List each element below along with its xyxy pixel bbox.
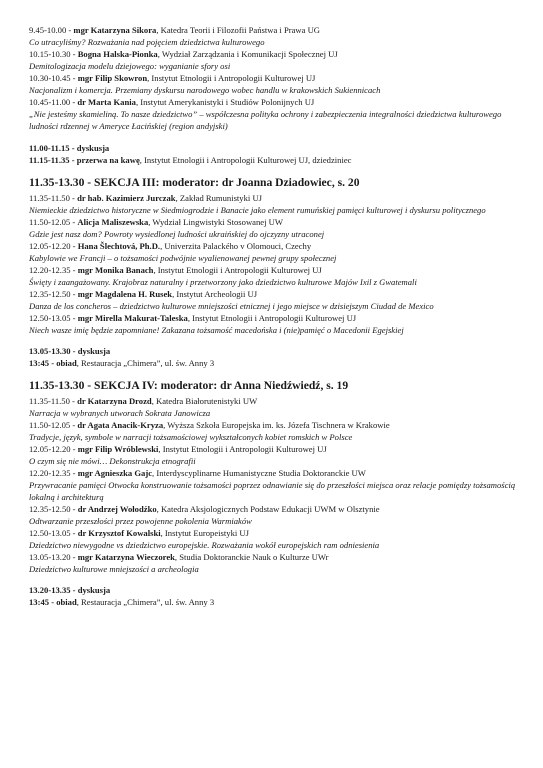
talk-entry xyxy=(29,419,523,431)
talk-time: 12.50-13.05 - xyxy=(29,313,78,323)
section-heading: 11.35-13.30 - SEKCJA III: moderator: dr Joanna Dziadowiec, s. 20 xyxy=(29,176,360,189)
talk-title: Odtwarzanie przeszłości przez powojenne pokolenia Warmiaków xyxy=(29,516,252,526)
talk-speaker: dr hab. Kazimierz Jurczak xyxy=(77,193,176,203)
talk-time: 11.35-11.50 - xyxy=(29,396,78,406)
talk-affiliation: , Wydział Zarządzania i Komunikacji Społecznej UJ xyxy=(157,49,338,59)
lunch-time: 13:45 - obiad xyxy=(29,597,77,607)
talk-affiliation: , Instytut Amerykanistyki i Studiów Polonijnych UJ xyxy=(135,97,315,107)
talk-entry xyxy=(29,503,523,515)
talk-title: Dziedzictwo niewygodne vs dziedzictwo europejskie. Rozważania wokół europejskich ram odniesienia xyxy=(29,540,380,550)
lunch-slot xyxy=(29,596,523,608)
coffee-break-location: , Instytut Etnologii i Antropologii Kulturowej UJ, dziedziniec xyxy=(139,155,352,165)
talk-entry xyxy=(29,216,523,228)
talk-affiliation: , Katedra Białorutenistyki UW xyxy=(151,396,258,406)
talk-affiliation: , Wydział Lingwistyki Stosowanej UW xyxy=(148,217,283,227)
talk-entry xyxy=(29,192,523,204)
talk-affiliation: , Interdyscyplinarne Humanistyczne Studia Doktoranckie UW xyxy=(152,468,366,478)
session-block-1 xyxy=(29,24,523,132)
talk-title: „Nie jesteśmy skamieliną. To nasze dziedzictwo” – współczesna polityka ochrony i zabezpieczenia integralności dziedzictwa kulturowego ludności rdzennej w Ameryce Łacińskiej (region andyjski) xyxy=(29,109,502,131)
talk-title: Przywracanie pamięci Otwocka konstruowanie tożsamości poprzez odnawianie się do przeszłości miejsca oraz relacje pomiędzy tożsamością lokalną i architekturą xyxy=(29,480,516,502)
coffee-break-time: 11.15-11.35 - przerwa na kawę xyxy=(29,155,140,165)
talk-entry xyxy=(29,443,523,455)
section-heading: 11.35-13.30 - SEKCJA IV: moderator: dr Anna Niedźwiedź, s. 19 xyxy=(29,379,349,392)
talk-speaker: mgr Filip Skowron xyxy=(77,73,148,83)
talk-affiliation: , Zakład Rumunistyki UJ xyxy=(175,193,262,203)
talk-affiliation: , Wyższa Szkoła Europejska im. ks. Józefa Tischnera w Krakowie xyxy=(163,420,390,430)
talk-time: 11.35-11.50 - xyxy=(29,193,78,203)
talk-time: 12.50-13.05 - xyxy=(29,528,78,538)
lunch-location: , Restauracja „Chimera”, ul. św. Anny 3 xyxy=(76,597,215,607)
talk-affiliation: , Katedra Aksjologicznych Podstaw Edukacji UWM w Olsztynie xyxy=(156,504,380,514)
talk-title: Nacjonalizm i komercja. Przemiany dyskursu narodowego wobec handlu w krakowskich Sukiennicach xyxy=(29,85,381,95)
talk-affiliation: , Univerzita Palackého v Olomouci, Czechy xyxy=(160,241,312,251)
talk-speaker: mgr Filip Wróblewski xyxy=(77,444,159,454)
talk-speaker: dr Katarzyna Drozd xyxy=(77,396,152,406)
lunch-slot xyxy=(29,357,523,369)
talk-speaker: mgr Agnieszka Gajc xyxy=(77,468,153,478)
discussion-slot: 13.20-13.35 - dyskusja xyxy=(29,585,111,595)
section-3-talks xyxy=(29,192,523,336)
talk-time: 12.05-12.20 - xyxy=(29,241,78,251)
talk-speaker: mgr Katarzyna Sikora xyxy=(73,25,157,35)
talk-speaker: Alicja Maliszewska xyxy=(77,217,149,227)
talk-affiliation: , Katedra Teorii i Filozofii Państwa i Prawa UG xyxy=(156,25,321,35)
talk-speaker: mgr Mirella Makurat-Taleska xyxy=(77,313,188,323)
talk-title: Gdzie jest nasz dom? Powroty wysiedlonej ludności ukraińskiej do ojczyzny utraconej xyxy=(29,229,325,239)
lunch-location: , Restauracja „Chimera”, ul. św. Anny 3 xyxy=(76,358,215,368)
talk-time: 11.50-12.05 - xyxy=(29,217,78,227)
talk-speaker: dr Krzysztof Kowalski xyxy=(77,528,161,538)
discussion-slot: 13.05-13.30 - dyskusja xyxy=(29,346,111,356)
talk-speaker: mgr Katarzyna Wieczorek xyxy=(77,552,175,562)
lunch-time: 13:45 - obiad xyxy=(29,358,77,368)
talk-title: Dziedzictwo kulturowe mniejszości a archeologia xyxy=(29,564,199,574)
talk-title: Narracja w wybranych utworach Sokrata Janowicza xyxy=(29,408,211,418)
talk-time: 12.35-12.50 - xyxy=(29,289,78,299)
talk-entry xyxy=(29,264,523,276)
talk-entry xyxy=(29,24,523,36)
talk-time: 10.30-10.45 - xyxy=(29,73,78,83)
talk-affiliation: , Studia Doktoranckie Nauk o Kulturze UWr xyxy=(174,552,329,562)
talk-entry xyxy=(29,96,523,108)
talk-speaker: Hana Šlechtová, Ph.D. xyxy=(77,241,161,251)
talk-entry xyxy=(29,467,523,479)
talk-affiliation: , Instytut Etnologii i Antropologii Kulturowej UJ xyxy=(153,265,322,275)
talk-speaker: dr Marta Kania xyxy=(77,97,136,107)
talk-title: Danza de los concheros – dziedzictwo kulturowe mniejszości etnicznej i jego miejsce w dzisiejszym Ciudad de Mexico xyxy=(29,301,434,311)
talk-title: Demitologizacja modelu dziejowego: wyganianie sfory osi xyxy=(29,61,231,71)
talk-title: Święty i zaangażowany. Krajobraz naturalny i przetworzony jako dziedzictwo kulturowe Majów Ixil z Gwatemali xyxy=(29,277,417,287)
talk-title: Co utracyliśmy? Rozważania nad pojęciem dziedzictwa kulturowego xyxy=(29,37,265,47)
coffee-break xyxy=(29,154,523,166)
talk-time: 12.35-12.50 - xyxy=(29,504,78,514)
talk-entry xyxy=(29,395,523,407)
talk-time: 13.05-13.20 - xyxy=(29,552,78,562)
talk-time: 10.15-10.30 - xyxy=(29,49,78,59)
talk-time: 9.45-10.00 - xyxy=(29,25,74,35)
talk-time: 12.20-12.35 - xyxy=(29,468,78,478)
talk-speaker: Bogna Halska-Pionka xyxy=(77,49,158,59)
talk-entry xyxy=(29,312,523,324)
talk-affiliation: , Instytut Europeistyki UJ xyxy=(160,528,249,538)
talk-time: 10.45-11.00 - xyxy=(29,97,78,107)
talk-entry xyxy=(29,527,523,539)
talk-speaker: dr Andrzej Wołodźko xyxy=(77,504,157,514)
talk-time: 11.50-12.05 - xyxy=(29,420,78,430)
section-4-talks xyxy=(29,395,523,575)
talk-title: Tradycje, język, symbole w narracji tożsamościowej wykształconych kobiet romskich w Polsce xyxy=(29,432,353,442)
talk-title: O czym się nie mówi… Dekonstrukcja etnografii xyxy=(29,456,196,466)
talk-affiliation: , Instytut Etnologii i Antropologii Kulturowej UJ xyxy=(187,313,357,323)
talk-affiliation: , Instytut Archeologii UJ xyxy=(172,289,258,299)
talk-speaker: mgr Monika Banach xyxy=(77,265,154,275)
talk-affiliation: , Instytut Etnologii i Antropologii Kulturowej UJ xyxy=(147,73,316,83)
talk-entry xyxy=(29,48,523,60)
talk-entry xyxy=(29,551,523,563)
talk-entry xyxy=(29,288,523,300)
talk-title: Niech wasze imię będzie zapomniane! Zakazana tożsamość macedońska i (nie)pamięć o Macedonii Egejskiej xyxy=(29,325,404,335)
talk-entry xyxy=(29,240,523,252)
talk-time: 12.20-12.35 - xyxy=(29,265,78,275)
talk-title: Niemieckie dziedzictwo historyczne w Siedmiogrodzie i Banacie jako element rumuńskiej pamięci kulturowej i dyskursu politycznego xyxy=(29,205,486,215)
talk-speaker: mgr Magdalena H. Rusek xyxy=(77,289,173,299)
discussion-slot: 11.00-11.15 - dyskusja xyxy=(29,143,110,153)
talk-speaker: dr Agata Anacik-Kryza xyxy=(77,420,164,430)
talk-affiliation: , Instytut Etnologii i Antropologii Kulturowej UJ xyxy=(158,444,327,454)
talk-entry xyxy=(29,72,523,84)
talk-title: Kabylowie we Francji – o tożsamości podwójnie wyalienowanej pewnej grupy społecznej xyxy=(29,253,337,263)
talk-time: 12.05-12.20 - xyxy=(29,444,78,454)
